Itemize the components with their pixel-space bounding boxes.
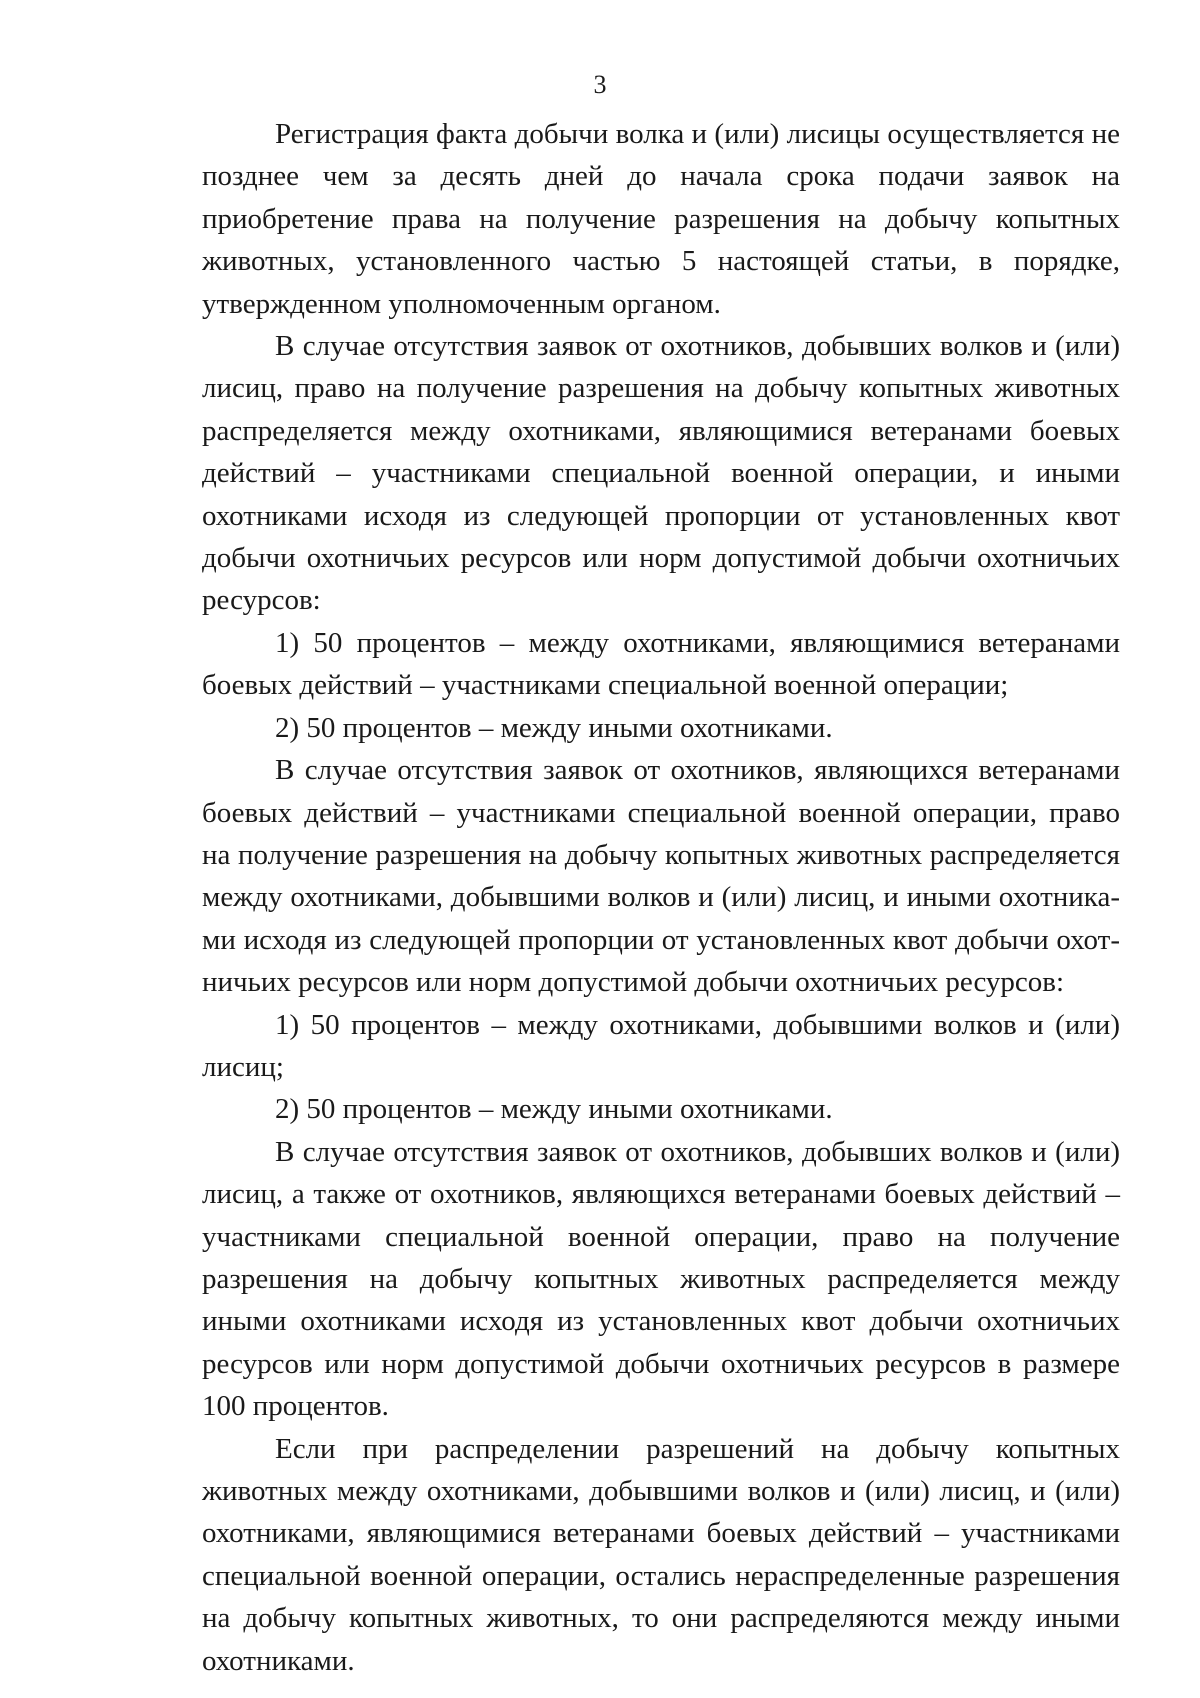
page-number: 3 (593, 70, 607, 99)
list-item-wolf-hunters-share: 1) 50 процентов – между охотниками, добывшими волков и (или) лисиц; (202, 1008, 1120, 1083)
list-item-other-hunters-share: 2) 50 процентов – между иными охотниками. (275, 711, 833, 744)
paragraph-undistributed-permits: Если при распределении разрешений на добычу копытных животных между охотниками, добывшими волков и (или) лисиц, и (или) охотниками, являющимися ветеранами боевых действий – участниками специальной военной операции, остались нераспределенные разрешения на добычу копытных животных, то они распределяются между иными охотниками. (202, 1432, 1120, 1677)
list-item-veterans-share: 1) 50 процентов – между охотниками, являющимися ветеранами боевых действий – участниками специальной военной операции; (202, 626, 1120, 702)
paragraph-wolf-fox-registration: Регистрация факта добычи волка и (или) лисицы осуществляется не позднее чем за десять дней до начала срока подачи заявок на приобретение права на получение разрешения на добычу копытных животных, установленного частью 5 настоящей статьи, в порядке, утвержденном уполномоченным органом. (202, 118, 1120, 320)
paragraph-no-applications-hunters-wolves: В случае отсутствия заявок от охотников, добывших волков и (или) лисиц, право на получение разрешения на добычу копытных животных распределяется между охотниками, являющимися ветеранами боевых действий – участниками специальной военной операции, и иными охотниками исходя из следующей пропорции от установленных квот добычи охотничьих ресурсов или норм допустимой добычи охотничьих ресурсов: (202, 330, 1120, 617)
paragraph-no-applications-veterans: В случае отсутствия заявок от охотников, являющихся ветеранами боевых действий – участниками специальной военной операции, право на получение разрешения на добычу копытных животных распределяется между охотниками, добывшими волков и (или) лисиц, и иными охотниками исходя из следующей пропорции от установленных квот добычи охотничьих ресурсов или норм допустимой добычи охотничьих ресурсов: (202, 754, 1120, 999)
document-body (202, 113, 1120, 1682)
list-item-other-hunters-share-2: 2) 50 процентов – между иными охотниками. (275, 1093, 833, 1126)
paragraph-no-applications-both: В случае отсутствия заявок от охотников, добывших волков и (или) лисиц, а также от охотников, являющихся ветеранами боевых действий – участниками специальной военной операции, право на получение разрешения на добычу копытных животных распределяется между иными охотниками исходя из установленных квот добычи охотничьих ресурсов или норм допустимой добычи охотничьих ресурсов в размере 100 процентов. (202, 1135, 1120, 1423)
